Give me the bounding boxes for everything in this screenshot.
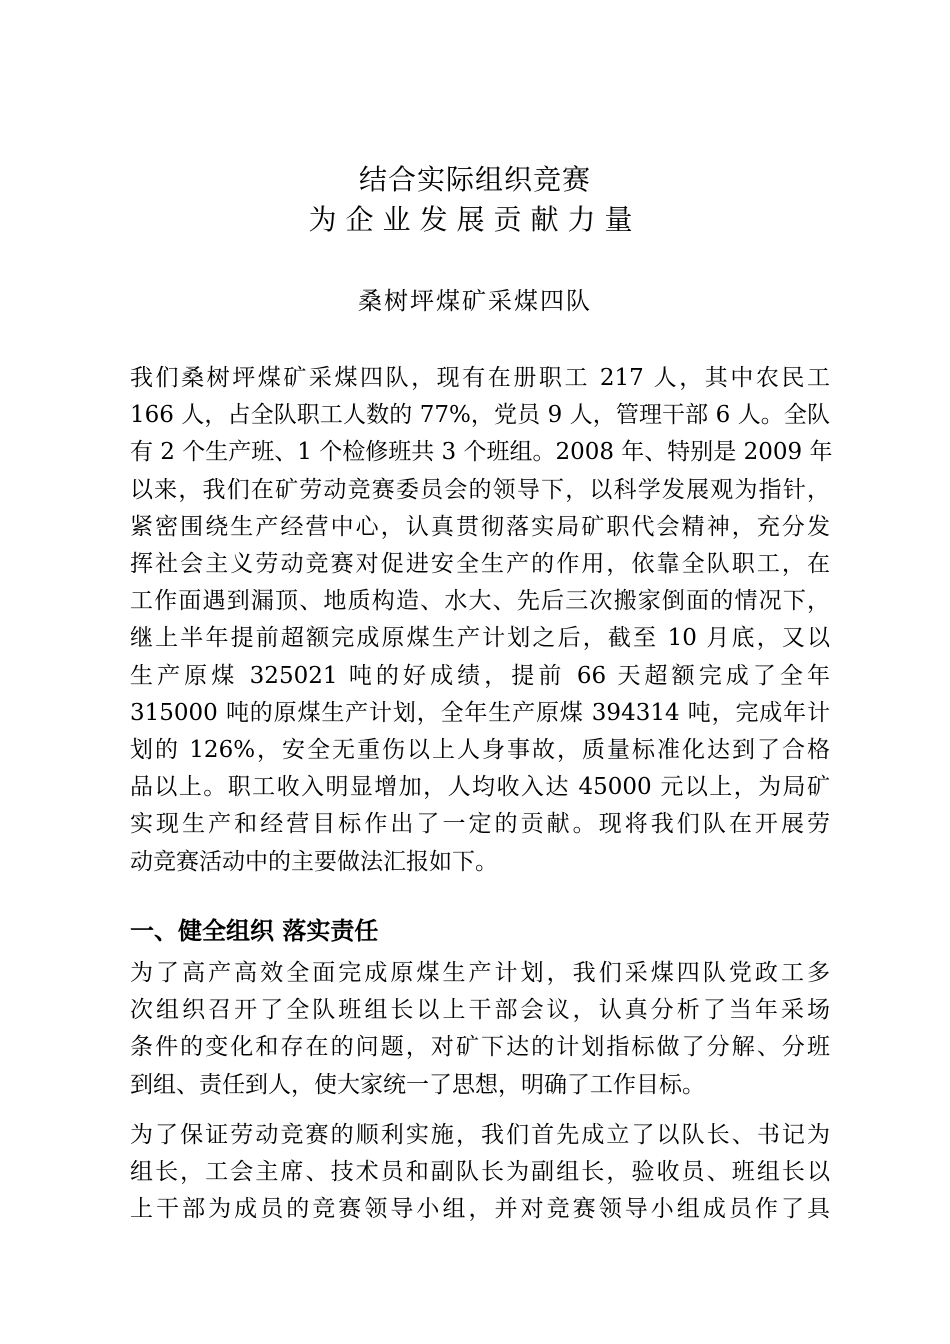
text-line: 工作面遇到漏顶、地质构造、水大、先后三次搬家倒面的情况下，	[130, 588, 830, 615]
text-line: 紧密围绕生产经营中心，认真贯彻落实局矿职代会精神，充分发	[130, 513, 830, 540]
text-line: 以来，我们在矿劳动竞赛委员会的领导下，以科学发展观为指针，	[130, 476, 830, 503]
paragraph-1	[130, 360, 833, 881]
text-line: 组长，工会主席、技术员和副队长为副组长，验收员、班组长以	[130, 1159, 830, 1186]
text-line: 有 2 个生产班、1 个检修班共 3 个班组。2008 年、特别是 2009 年	[130, 439, 833, 466]
text-line: 条件的变化和存在的问题，对矿下达的计划指标做了分解、分班	[130, 1034, 830, 1061]
paragraph-2	[130, 955, 830, 1104]
paragraph-3	[130, 1117, 830, 1229]
text-line: 动竞赛活动中的主要做法汇报如下。	[130, 848, 498, 875]
text-line: 315000 吨的原煤生产计划，全年生产原煤 394314 吨，完成年计	[130, 699, 830, 726]
text-line: 为了高产高效全面完成原煤生产计划，我们采煤四队党政工多	[130, 960, 830, 986]
text-line: 166 人，占全队职工人数的 77%，党员 9 人，管理干部 6 人。全队	[130, 402, 830, 429]
document-author: 桑树坪煤矿采煤四队	[358, 287, 592, 315]
text-line: 品以上。职工收入明显增加，人均收入达 45000 元以上，为局矿	[130, 774, 830, 801]
text-line: 继上半年提前超额完成原煤生产计划之后，截至 10 月底，又以	[130, 625, 830, 652]
text-line: 次组织召开了全队班组长以上干部会议，认真分析了当年采场	[130, 997, 830, 1024]
text-line: 上干部为成员的竞赛领导小组，并对竞赛领导小组成员作了具	[130, 1196, 830, 1223]
text-line: 实现生产和经营目标作出了一定的贡献。现将我们队在开展劳	[130, 811, 830, 838]
text-line: 挥社会主义劳动竞赛对促进安全生产的作用，依靠全队职工，在	[130, 551, 830, 578]
text-line: 生产原煤 325021 吨的好成绩，提前 66 天超额完成了全年	[130, 662, 830, 689]
text-line: 划的 126%，安全无重伤以上人身事故，质量标准化达到了合格	[130, 737, 830, 764]
document-title-line-1: 结合实际组织竞赛	[358, 163, 591, 196]
document-title-line-2: 为企业发展贡献力量	[308, 203, 642, 236]
text-line: 为了保证劳动竞赛的顺利实施，我们首先成立了以队长、书记为	[130, 1122, 830, 1148]
section-heading-1: 一、健全组织 落实责任	[130, 917, 379, 945]
text-line: 我们桑树坪煤矿采煤四队，现有在册职工 217 人，其中农民工	[130, 365, 830, 391]
text-line: 到组、责任到人，使大家统一了思想，明确了工作目标。	[130, 1071, 705, 1098]
